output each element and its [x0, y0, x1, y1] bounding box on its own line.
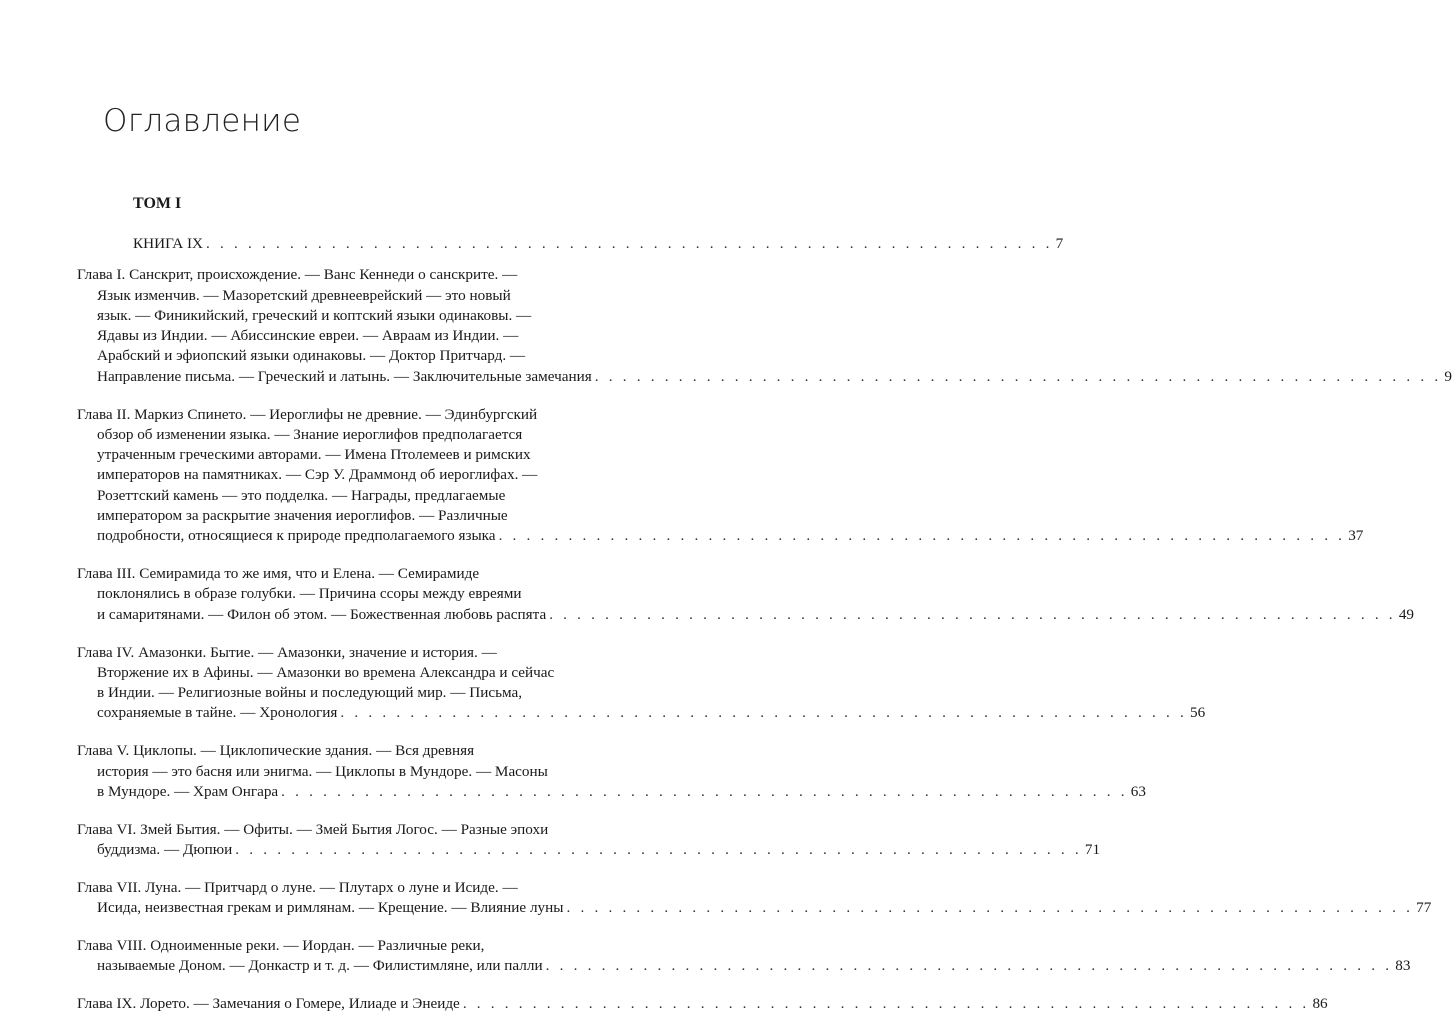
toc-line-text: Глава IX. Лорето. — Замечания о Гомере, Илиаде и Энеиде: [77, 994, 460, 1012]
toc-line: Глава V. Циклопы. — Циклопические здания. — Вся древняя: [77, 742, 475, 760]
toc-line-last: [77, 994, 1328, 1014]
toc-chapter-entry: [77, 820, 1101, 861]
toc-page-number: 7: [1055, 235, 1064, 252]
toc-line: императором за раскрытие значения иероглифов. — Различные: [97, 507, 508, 525]
toc-leader-dots: . . . . . . . . . . . . . . . . . . . . . . . . . . . . . . . . . . . . . . . . . . . . . . . . . . . . . . . . . . . . .: [545, 957, 1393, 975]
toc-line: Глава II. Маркиз Спинето. — Иероглифы не древние. — Эдинбургский: [77, 405, 538, 423]
toc-line: Глава IV. Амазонки. Бытие. — Амазонки, значение и история. —: [77, 643, 497, 661]
toc-leader-dots: . . . . . . . . . . . . . . . . . . . . . . . . . . . . . . . . . . . . . . . . . . . . . . . . . . . . . . . . . . . . .: [549, 605, 1396, 623]
toc-page-number: 86: [1312, 994, 1328, 1012]
toc-line: Глава VI. Змей Бытия. — Офиты. — Змей Бытия Логос. — Разные эпохи: [77, 820, 549, 838]
toc-line-last: [77, 605, 1414, 625]
toc-line-text: сохраняемые в тайне. — Хронология: [97, 704, 338, 722]
toc-book-entry: [77, 234, 1064, 254]
toc-line-text: и самаритянами. — Филон об этом. — Божественная любовь распята: [97, 605, 547, 623]
toc-line: утраченным греческими авторами. — Имена Птолемеев и римских: [97, 446, 531, 464]
toc-line: Глава VIII. Одноименные реки. — Иордан. — Различные реки,: [77, 936, 485, 954]
toc-line-text: называемые Доном. — Донкастр и т. д. — Филистимляне, или палли: [97, 957, 543, 975]
toc-line: Ядавы из Индии. — Абиссинские евреи. — Авраам из Индии. —: [97, 327, 519, 345]
toc-leader-dots: . . . . . . . . . . . . . . . . . . . . . . . . . . . . . . . . . . . . . . . . . . . . . . . . . . . . . . . . . . . . .: [205, 235, 1053, 252]
toc-leader-dots: . . . . . . . . . . . . . . . . . . . . . . . . . . . . . . . . . . . . . . . . . . . . . . . . . . . . . . . . . . . . .: [566, 899, 1414, 917]
toc-line-last: [77, 526, 1364, 546]
toc-chapter-entry: [77, 936, 1411, 977]
toc-line-text: подробности, относящиеся к природе предполагаемого языка: [97, 527, 496, 545]
toc-line-last: [77, 703, 1206, 723]
toc-leader-dots: . . . . . . . . . . . . . . . . . . . . . . . . . . . . . . . . . . . . . . . . . . . . . . . . . . . . . . . . . . . . .: [340, 704, 1188, 722]
toc-line-last: [77, 782, 1146, 802]
toc-line: Розеттский камень — это подделка. — Награды, предлагаемые: [97, 486, 506, 504]
toc-line-last: [77, 898, 1432, 918]
toc-leader-dots: . . . . . . . . . . . . . . . . . . . . . . . . . . . . . . . . . . . . . . . . . . . . . . . . . . . . . . . . . . . . .: [594, 367, 1442, 385]
page-title: Оглавление: [103, 103, 302, 139]
toc-line: Вторжение их в Афины. — Амазонки во времена Александра и сейчас: [97, 663, 555, 681]
toc-line: Арабский и эфиопский языки одинаковы. — Доктор Притчард. —: [97, 347, 526, 365]
toc-page-number: 77: [1416, 899, 1432, 917]
toc-line: Глава III. Семирамида то же имя, что и Елена. — Семирамиде: [77, 565, 480, 583]
toc-line-text: буддизма. — Дюпюи: [97, 840, 233, 858]
toc-line-last: [77, 840, 1101, 860]
toc-line: Глава VII. Луна. — Притчард о луне. — Плутарх о луне и Исиде. —: [77, 878, 518, 896]
toc-line-last: [77, 956, 1411, 976]
toc-leader-dots: . . . . . . . . . . . . . . . . . . . . . . . . . . . . . . . . . . . . . . . . . . . . . . . . . . . . . . . . . . . . .: [462, 994, 1310, 1012]
toc-page-number: 49: [1398, 605, 1414, 623]
toc-chapter-entry: [77, 643, 1206, 724]
toc-chapter-entry: [77, 994, 1328, 1014]
toc-chapter-entry: [77, 741, 1146, 802]
toc-page-number: 56: [1190, 704, 1206, 722]
toc-chapter-entry: [77, 564, 1414, 625]
toc-chapter-entry: [77, 878, 1432, 919]
toc-line: Язык изменчив. — Мазоретский древнееврейский — это новый: [97, 286, 511, 304]
table-of-contents: [77, 234, 1452, 1032]
volume-heading: ТОМ I: [133, 195, 182, 212]
toc-page-number: 37: [1348, 527, 1364, 545]
toc-line-text: Исида, неизвестная грекам и римлянам. — Крещение. — Влияние луны: [97, 899, 564, 917]
toc-chapter-entry: [77, 405, 1364, 547]
toc-line-text: в Мундоре. — Храм Онгара: [97, 782, 279, 800]
toc-leader-dots: . . . . . . . . . . . . . . . . . . . . . . . . . . . . . . . . . . . . . . . . . . . . . . . . . . . . . . . . . . . . .: [498, 527, 1346, 545]
toc-line: императоров на памятниках. — Сэр У. Драммонд об иероглифах. —: [97, 466, 538, 484]
toc-leader-dots: . . . . . . . . . . . . . . . . . . . . . . . . . . . . . . . . . . . . . . . . . . . . . . . . . . . . . . . . . . . . .: [281, 782, 1128, 800]
toc-page-number: 63: [1130, 782, 1146, 800]
toc-page-number: 71: [1084, 840, 1101, 858]
toc-line: поклонялись в образе голубки. — Причина ссоры между евреями: [97, 585, 522, 603]
toc-line: Глава I. Санскрит, происхождение. — Ванс Кеннеди о санскрите. —: [77, 266, 518, 284]
toc-line: история — это басня или энигма. — Циклопы в Мундоре. — Масоны: [97, 762, 548, 780]
toc-line-text: Направление письма. — Греческий и латынь. — Заключительные замечания: [97, 367, 592, 385]
toc-line: в Индии. — Религиозные войны и последующий мир. — Письма,: [97, 684, 523, 702]
toc-book-label: КНИГА IX: [133, 235, 203, 252]
toc-chapter-list: [77, 265, 1452, 1014]
toc-line: обзор об изменении языка. — Знание иероглифов предполагается: [97, 425, 523, 443]
toc-line-last: [77, 367, 1452, 387]
toc-chapter-entry: [77, 265, 1452, 387]
toc-line: язык. — Финикийский, греческий и коптский языки одинаковы. —: [97, 306, 532, 324]
toc-leader-dots: . . . . . . . . . . . . . . . . . . . . . . . . . . . . . . . . . . . . . . . . . . . . . . . . . . . . . . . . . . . . .: [235, 840, 1082, 858]
toc-page-number: 83: [1395, 957, 1411, 975]
toc-page-number: 9: [1444, 367, 1452, 385]
